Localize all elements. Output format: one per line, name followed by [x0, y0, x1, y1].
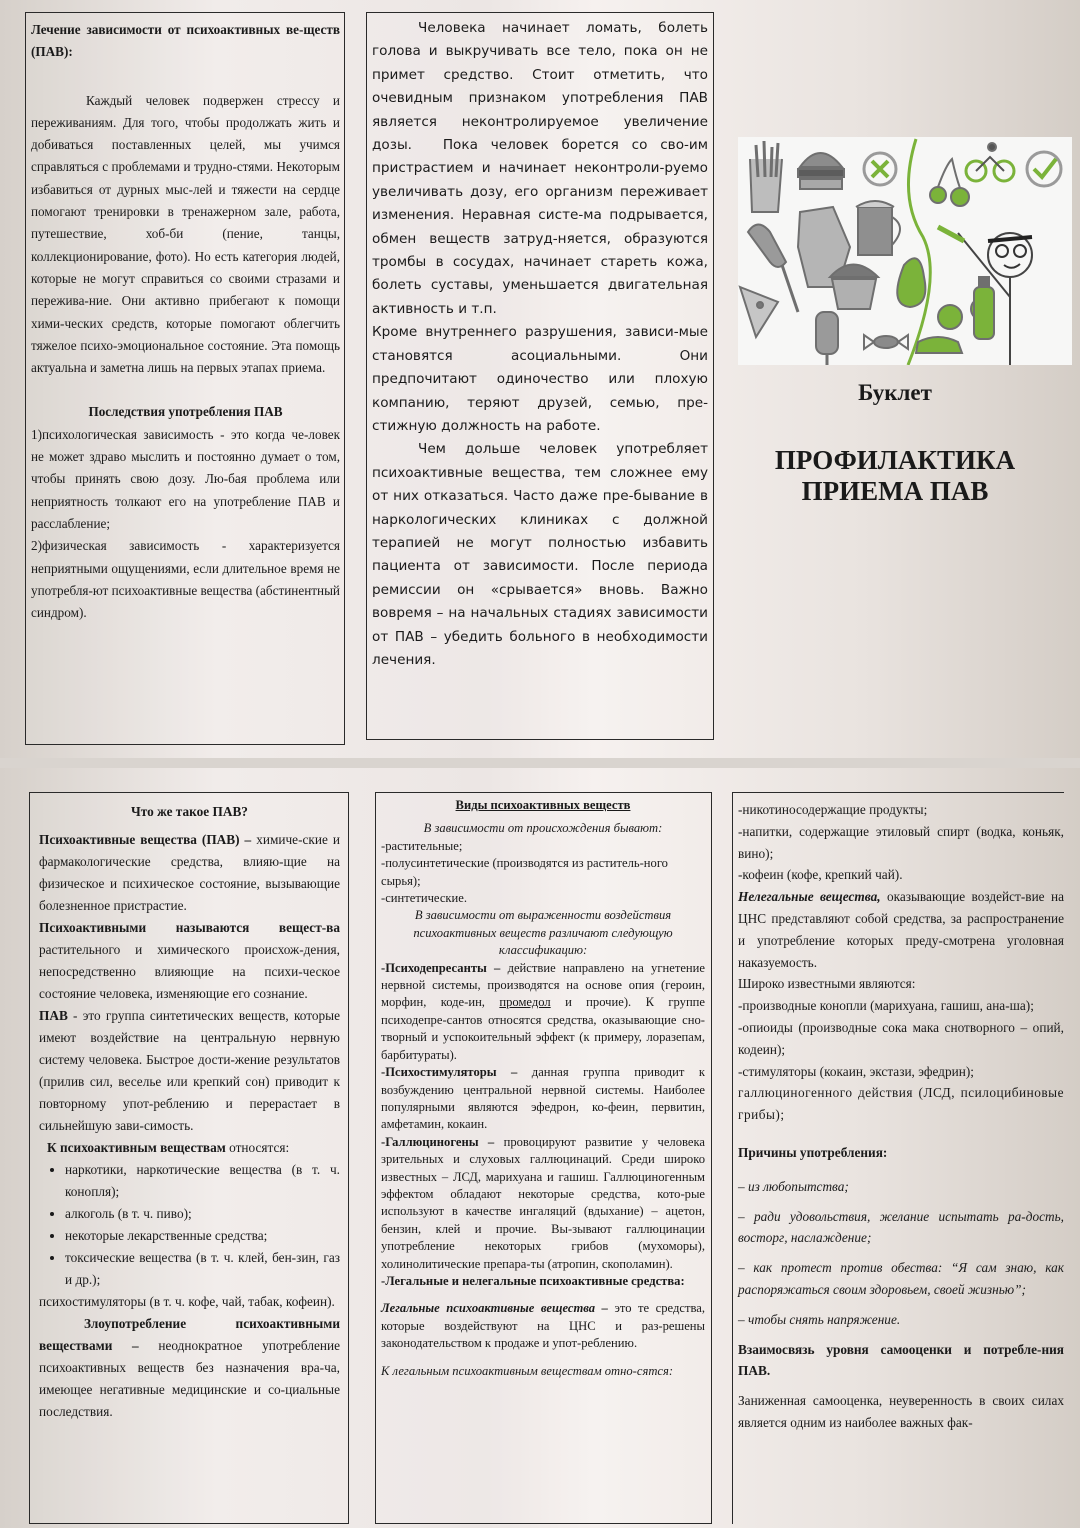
pav-definition-3 [39, 1005, 340, 1137]
pav-abuse-text: неоднократное употребление психоактивных веществ без назначения вра-ча, имеющее негативные медицинские и со-циальные последствия. [39, 1338, 340, 1419]
panel-illegal-and-reasons [732, 792, 1064, 1524]
ice-cream-icon [816, 312, 838, 365]
legal-list-intro: К легальным психоактивным веществам отно-сятся: [381, 1363, 674, 1378]
pav-list-intro-bold: К психоактивным веществам [47, 1140, 226, 1155]
stimulants-term: -Психостимуляторы – [381, 1065, 518, 1080]
healthy-mark-icon [1027, 152, 1061, 186]
cover-illustration [738, 137, 1072, 365]
dependence-paragraph-3: Чем дольше человек употребляет психоактивные вещества, тем сложнее ему от них отказаться. Часто даже пре-бывание в наркологических клиниках с должной терапией не могут полностью избавить пациента от зависимости. После периода ремиссии он «срывается» вновь. Важно вовремя – на начальных стадиях зависимости от ПАВ – убедить больного в необходимости лечения. [372, 441, 708, 668]
legal-item: -кофеин (кофе, крепкий чай). [738, 867, 903, 883]
depressants [381, 960, 705, 1064]
legal-text: это те средства, которые воздействуют на ЦНС и раз-решены законодательством к продаже и упот-реблению. [381, 1301, 705, 1351]
treatment-paragraph: Каждый человек подвержен стрессу и переживаниям. Для того, чтобы продолжать жить и добиваться поставленных целей, мы учимся справляться с проблемами и трудно-стями. Некоторым избавиться от дурных мыс-лей и тяжести на сердце помогают тренировки в тренажерном зале, работа, путешествие, хоб-би (пение, танцы, коллекционирование, фото). Но есть категория людей, которые не могут справиться со своими стразами и пережива-ние. Они активно прибегают к помощи хими-ческих средств, которые помогают облегчить тяжелое психо-эмоциональное состояние. Эта помощь актуальна и заметна лишь на первых этапах приема. [31, 92, 340, 376]
pav-definition-text: химиче-ские и фармакологические средства, влияю-щие на физическое и психическое состояние, вызывающие болезненное пристрастие. [39, 832, 340, 913]
legal-definition [381, 1300, 705, 1352]
reason-item: – ради удовольствия, желание испытать ра-дость, восторг, наслаждение; [738, 1208, 1064, 1246]
known-intro: Широко известными являются: [738, 976, 916, 992]
pav-list-item: • алкоголь (в т. ч. пиво); [65, 1203, 340, 1225]
pav-list-extra: психостимуляторы (в т. ч. кофе, чай, табак, кофеин). [39, 1294, 335, 1309]
water-bottle-icon [974, 277, 994, 339]
origin-item: -растительные; [381, 838, 463, 853]
pav-list-item: • токсические вещества (в т. ч. клей, бен-зин, газ и др.); [65, 1247, 340, 1291]
illegal-text: оказывающие воздейст-вие на ЦНС представляют собой средства, за распространение и употребление которых преду-смотрена уголовная наказуемость. [738, 889, 1064, 970]
fries-icon [750, 141, 782, 212]
types-title: Виды психоактивных веществ [455, 798, 631, 812]
pav-list-intro-rest: относятся: [229, 1140, 290, 1155]
known-item: -опиоиды (производные сока мака снотворного – опий, кодеин); [738, 1019, 1064, 1057]
cover-title [740, 445, 1050, 507]
consequence-psychological: 1)психологическая зависимость - это когда че-ловек не может здраво мыслить и постоянно думает о том, чтобы принять свою дозу. Лю-бая проблема или неприятность толкают его на употребление ПАВ и расслабление; [31, 426, 340, 531]
known-item: -стимуляторы (кокаин, экстази, эфедрин); [738, 1063, 974, 1079]
origin-item: -полусинтетические (производятся из раститель-ного сырья); [381, 856, 668, 888]
pav-definition-3-term: ПАВ [39, 1008, 68, 1023]
reason-item: – чтобы снять напряжение. [738, 1311, 901, 1327]
pizza-icon [740, 287, 778, 337]
pav-list-item: • наркотики, наркотические вещества (в т. ч. конопля); [65, 1159, 340, 1203]
stimulants-text: данная группа приводит к возбуждению центральной нервной системы. Наиболее популярными являются эфедрон, ко-феин, первитин, амфетамин, кокаин. [381, 1065, 705, 1132]
booklet-inner-side [0, 768, 1080, 1528]
pear-icon [897, 258, 925, 307]
depressants-term: -Психодепресанты – [381, 960, 501, 975]
burger-icon [798, 153, 844, 189]
pav-definition [39, 829, 340, 917]
candy-icon [864, 335, 908, 349]
dependence-paragraph-1a: Человека начинает ломать, болеть голова и выкручивать все тело, пока он не примет средство. Стоит отметить, что очевидным признаком употребления ПАВ является неконтролируемое увеличение дозы. [372, 20, 708, 154]
what-is-pav-title: Что же такое ПАВ? [131, 804, 248, 819]
origin-item: -синтетические. [381, 891, 468, 906]
effect-intro: В зависимости от выраженности воздействия психоактивных веществ различают следующую классификацию: [413, 908, 673, 958]
pav-definition-2-text: растительного и химического происхож-дения, непосредственно влияющие на психи-ческое состояние человека, изменяющие его сознание. [39, 942, 340, 1001]
pav-list [39, 1159, 340, 1291]
beer-mug-icon [856, 201, 900, 255]
legal-heading: -Легальные и нелегальные психоактивные средства: [381, 1273, 685, 1288]
legal-item: -никотиносодержащие продукты; [738, 802, 928, 817]
cherries-icon [930, 159, 969, 206]
relation-text: Заниженная самооценка, неуверенность в своих силах является одним из наиболее важных фак- [738, 1393, 1064, 1430]
relation-title: Взаимосвязь уровня самооценки и потребле-ния ПАВ. [738, 1341, 1064, 1379]
sneaker-icon [916, 337, 962, 353]
consequences-title: Последствия употребления ПАВ [88, 404, 283, 420]
hallucinogens-term: -Галлюциногены – [381, 1134, 495, 1149]
panel-types-of-pav [375, 792, 712, 1524]
cover-title-line-1: ПРОФИЛАКТИКА [774, 445, 1016, 475]
cyclist-icon [966, 143, 1014, 181]
panel-dependence-effects [366, 12, 714, 740]
pav-definition-3-text: - это группа синтетических веществ, которые имеют воздействие на центральную нервную систему человека. Быстрое дости-жение результатов (прилив сил, веселье или крепкий сон) приводит к повторному упот-реблению и перерастает в сильнейшую зави-симость. [39, 1008, 340, 1133]
reasons-title: Причины употребления: [738, 1144, 888, 1160]
healthy-lifestyle-sketch [738, 137, 1072, 365]
pav-list-item: • некоторые лекарственные средства; [65, 1225, 340, 1247]
panel-treatment [25, 12, 345, 745]
legal-item: -напитки, содержащие этиловый спирт (водка, коньяк, вино); [738, 823, 1064, 861]
pav-definition-2-term: Психоактивными называются вещест-ва [39, 920, 340, 935]
dependence-paragraph-2: Кроме внутреннего разрушения, зависи-мые становятся асоциальными. Они предпочитают одиночество или плохую компанию, теряют друзей, семью, пре-стижную должность на работе. [372, 324, 708, 434]
stimulants [381, 1064, 705, 1134]
hallucinogens-text: провоцируют развитие у человека зрительных и слуховых галлюцинаций. Среди широко известных – ЛСД, марихуана и гашиш. Галлюциногенным эффектом обладают некоторые средства, кото-рые используют в качестве ингаляций (вдыхание) – ацетон, бензин, клей и прочие. Вы-зывают галлюцинации употребление некоторых грибов (мухоморы), холинолитические препара-ты (атропин, скополамин). [381, 1134, 705, 1271]
dependence-paragraph-1b: Пока человек борется со сво-им пристрастием и начинает неконтроли-руемо увеличивать дозу, его организм переживает изменения. Неравная систе-ма подрывается, обмен веществ затруд-няется, образуются тромбы в сосудах, начинает стареть кожа, болеть суставы, уменьшается двигательная активность и т.п. [372, 137, 709, 317]
cover-title-line-2: ПРИЕМА ПАВ [801, 476, 989, 506]
depressants-text-a: действие направлено на угнетение нервной системы, производятся на основе опия (героин, морфин, коде-ин, [381, 960, 705, 1010]
panel-treatment-title: Лечение зависимости от психоактивных ве-ществ (ПАВ): [31, 22, 340, 60]
known-item: -производные конопли (марихуана, гашиш, ана-ша); [738, 998, 1034, 1014]
consequence-physical: 2)физическая зависимость - характеризуется неприятными ощущениями, если длительное время не употребля-ют психоактивные вещества (абстинентный синдром). [31, 538, 340, 621]
hallucinogens [381, 1134, 705, 1273]
dependence-paragraph-1 [372, 17, 708, 321]
cupcake-icon [830, 265, 878, 310]
unhealthy-mark-icon [864, 153, 896, 185]
promedol-link[interactable]: промедол [499, 995, 551, 1010]
pav-abuse-term: Злоупотребление психоактивными веществами – [39, 1316, 340, 1353]
depressants-text-b: и прочие). К группе психодепре-сантов относятся средства, оказывающие сно-творный и успокоительный эффект (к примеру, лоразепам, барбитураты). [381, 995, 706, 1062]
legal-term: Легальные психоактивные вещества – [381, 1301, 608, 1316]
booklet-outer-side [0, 0, 1080, 758]
origin-intro: В зависимости от происхождения бывают: [423, 821, 663, 836]
reason-item: – из любопытства; [738, 1178, 849, 1194]
cover-label: Буклет [858, 380, 932, 405]
pav-definition-2 [39, 917, 340, 1005]
panel-what-is-pav [29, 792, 349, 1524]
reason-item: – как протест против обества: “Я сам знаю, как распоряжаться своим здоровьем, своей жизнью”; [738, 1260, 1064, 1297]
pav-list-intro [39, 1137, 340, 1159]
pav-definition-term: Психоактивные вещества (ПАВ) – [39, 832, 252, 847]
illegal-term: Нелегальные вещества, [738, 889, 881, 905]
known-item: галлюциногенного действия (ЛСД, псилоцибиновые грибы); [738, 1085, 1064, 1123]
pav-abuse [39, 1313, 340, 1423]
illegal-definition [738, 886, 1064, 973]
